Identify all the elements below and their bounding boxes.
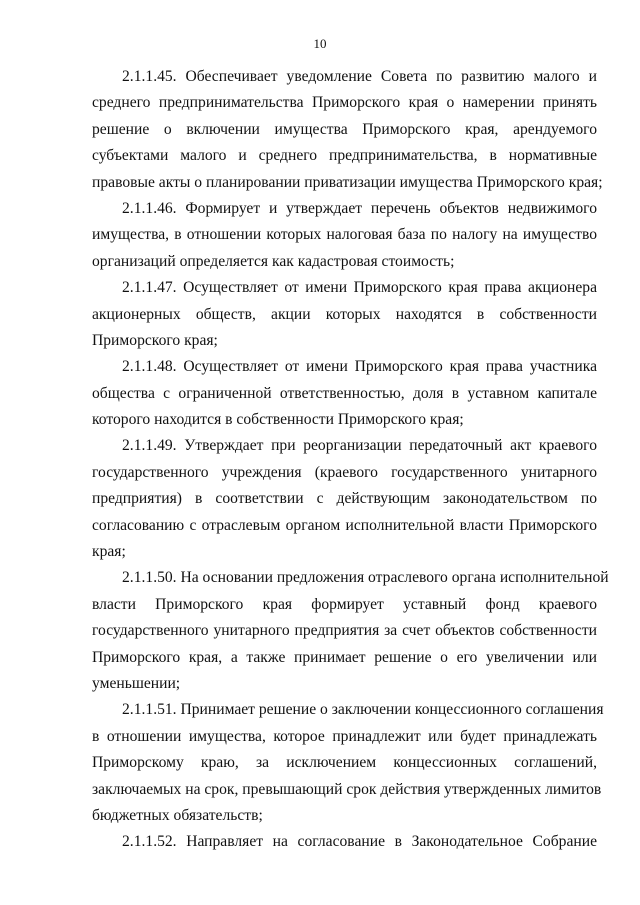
text-line: 2.1.1.49. Утверждает при реорганизации передаточный акт краевого [122,437,597,455]
text-line: 2.1.1.50. На основании предложения отраслевого органа исполнительной [122,569,609,587]
paragraph-2-1-1-45 [92,64,603,196]
text-line: Приморскому краю, за исключением концессионных соглашений, [92,754,597,772]
text-line: бюджетных обязательств; [92,806,263,824]
text-line: уменьшении; [92,674,181,692]
text-line: государственного унитарного предприятия за счет объектов собственности [92,622,597,640]
paragraph-2-1-1-49 [92,433,597,565]
text-line: имущества, в отношении которых налоговая база по налогу на имущество [92,226,597,244]
paragraph-2-1-1-52 [92,829,597,855]
text-line: 2.1.1.48. Осуществляет от имени Приморского края права участника [122,358,597,376]
text-line: согласованию с отраслевым органом исполнительной власти Приморского [92,516,597,534]
text-line: субъектами малого и среднего предпринимательства, в нормативные [92,147,597,165]
text-line: акционерных обществ, акции которых находятся в собственности [92,305,597,323]
paragraph-2-1-1-47 [92,275,597,354]
text-line: государственного учреждения (краевого государственного унитарного [92,463,597,481]
text-line: 2.1.1.46. Формирует и утверждает перечень объектов недвижимого [122,199,597,217]
text-line: 2.1.1.51. Принимает решение о заключении концессионного соглашения [122,701,604,719]
text-line: решение о включении имущества Приморского края, арендуемого [92,120,597,138]
paragraph-2-1-1-48 [92,354,597,433]
text-line: общества с ограниченной ответственностью, доля в уставном капитале [92,384,597,402]
text-line: в отношении имущества, которое принадлежит или будет принадлежать [92,727,597,745]
text-line: 2.1.1.45. Обеспечивает уведомление Совета по развитию малого и [122,68,597,85]
text-line: края; [92,543,126,561]
paragraph-2-1-1-51 [92,697,604,829]
text-line: которого находится в собственности Приморского края; [92,411,464,429]
page-number: 10 [313,36,327,51]
text-line: среднего предпринимательства Приморского края о намерении принять [92,94,597,112]
text-line: 2.1.1.47. Осуществляет от имени Приморского края права акционера [122,279,597,297]
text-line: власти Приморского края формирует уставный фонд краевого [92,595,597,613]
text-line: заключаемых на срок, превышающий срок действия утвержденных лимитов [92,780,602,798]
text-line: Приморского края; [92,331,218,349]
text-line: предприятия) в соответствии с действующим законодательством по [92,490,597,508]
text-line: правовые акты о планировании приватизации имущества Приморского края; [92,173,603,191]
paragraph-2-1-1-46 [92,196,597,275]
document-body [92,64,609,856]
text-line: Приморского края, а также принимает решение о его увеличении или [92,648,597,666]
text-line: организаций определяется как кадастровая стоимость; [92,252,455,270]
text-line: 2.1.1.52. Направляет на согласование в Законодательное Собрание [122,833,597,851]
paragraph-2-1-1-50 [92,565,609,697]
